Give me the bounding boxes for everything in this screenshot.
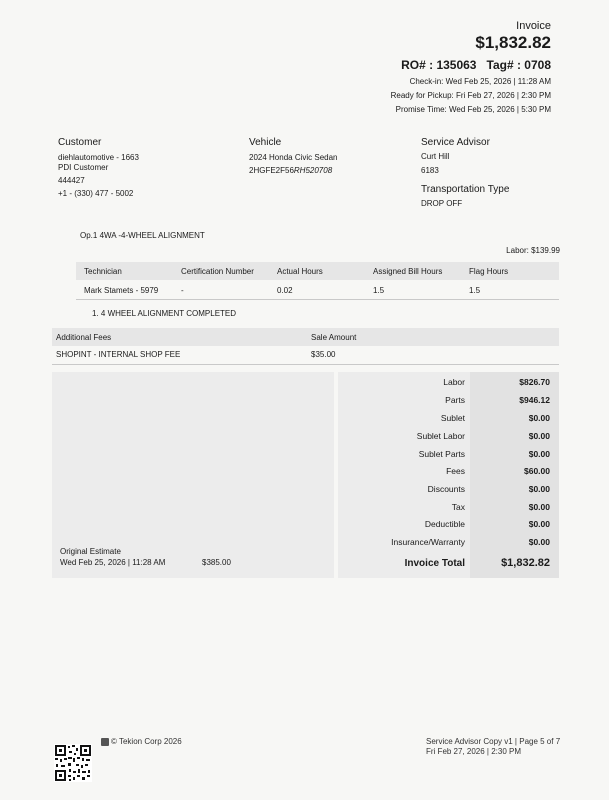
customer-type: PDI Customer (58, 163, 109, 172)
summary-label-insurance: Insurance/Warranty (391, 537, 465, 547)
ready-for-pickup-time: Ready for Pickup: Fri Feb 27, 2026 | 2:30 PM (390, 91, 551, 100)
operation-note: 1. 4 WHEEL ALIGNMENT COMPLETED (92, 309, 237, 318)
promise-time: Promise Time: Wed Feb 25, 2026 | 5:30 PM (395, 105, 551, 114)
footer-copyright: © Tekion Corp 2026 (111, 737, 182, 746)
advisor-number: 6183 (421, 166, 439, 175)
customer-heading: Customer (58, 137, 102, 148)
operation-title: Op.1 4WA -4-WHEEL ALIGNMENT (80, 231, 205, 240)
tech-certification: - (181, 286, 184, 295)
footer-printed-date: Fri Feb 27, 2026 | 2:30 PM (426, 747, 522, 756)
tech-table-divider (76, 299, 559, 300)
summary-value-sublet-parts: $0.00 (528, 449, 550, 459)
customer-name: diehlautomotive - 1663 (58, 153, 139, 162)
transportation-value: DROP OFF (421, 199, 463, 208)
tech-actual-hours: 0.02 (277, 286, 293, 295)
summary-label-deductible: Deductible (424, 519, 465, 529)
fee-item: SHOPINT - INTERNAL SHOP FEE (56, 350, 181, 359)
summary-value-discounts: $0.00 (528, 484, 550, 494)
operation-labor: Labor: $139.99 (506, 246, 560, 255)
summary-value-labor: $826.70 (519, 377, 550, 387)
col-technician: Technician (84, 267, 122, 276)
summary-value-sublet: $0.00 (528, 413, 550, 423)
tech-name: Mark Stamets - 5979 (84, 286, 159, 295)
invoice-label: Invoice (516, 20, 551, 32)
check-in-time: Check-in: Wed Feb 25, 2026 | 11:28 AM (409, 77, 551, 86)
fees-amount-heading: Sale Amount (311, 333, 357, 342)
advisor-name: Curt Hill (421, 152, 450, 161)
original-estimate-amount: $385.00 (202, 558, 231, 567)
vehicle-model: 2024 Honda Civic Sedan (249, 153, 338, 162)
tech-flag-hours: 1.5 (469, 286, 481, 295)
ro-tag-line: RO# : 135063 Tag# : 0708 (401, 58, 551, 72)
col-certification: Certification Number (181, 267, 254, 276)
tekion-logo-icon (101, 738, 109, 746)
invoice-total-label: Invoice Total (404, 558, 465, 569)
col-flag-hours: Flag Hours (469, 267, 509, 276)
summary-value-tax: $0.00 (528, 502, 550, 512)
invoice-total-header: $1,832.82 (475, 33, 551, 52)
summary-label-labor: Labor (443, 377, 465, 387)
qr-code-icon (54, 744, 92, 782)
original-estimate-heading: Original Estimate (60, 547, 121, 556)
customer-id: 444427 (58, 176, 85, 185)
summary-label-parts: Parts (445, 395, 465, 405)
tag-number: 0708 (524, 58, 551, 72)
summary-label-discounts: Discounts (427, 484, 465, 494)
ro-number: 135063 (436, 58, 477, 72)
tech-assigned-hours: 1.5 (373, 286, 385, 295)
vehicle-heading: Vehicle (249, 137, 282, 148)
footer-copy-info: Service Advisor Copy v1 | Page 5 of 7 (426, 737, 561, 746)
summary-value-fees: $60.00 (524, 466, 550, 476)
fees-header-bg (52, 328, 559, 346)
summary-label-tax: Tax (451, 502, 465, 512)
customer-phone: +1 - (330) 477 - 5002 (58, 189, 134, 198)
summary-label-sublet-labor: Sublet Labor (416, 431, 465, 441)
transportation-heading: Transportation Type (421, 184, 510, 195)
summary-label-fees: Fees (446, 466, 465, 476)
vehicle-vin: 2HGFE2F56RH520708 (249, 166, 333, 175)
col-actual-hours: Actual Hours (277, 267, 323, 276)
summary-value-parts: $946.12 (519, 395, 550, 405)
fees-heading: Additional Fees (56, 333, 112, 342)
summary-value-insurance: $0.00 (528, 537, 550, 547)
summary-value-deductible: $0.00 (528, 519, 550, 529)
fees-divider (52, 364, 559, 365)
summary-value-sublet-labor: $0.00 (528, 431, 550, 441)
fee-amount: $35.00 (311, 350, 336, 359)
original-estimate-date: Wed Feb 25, 2026 | 11:28 AM (60, 558, 166, 567)
summary-label-sublet-parts: Sublet Parts (418, 449, 465, 459)
service-advisor-heading: Service Advisor (421, 137, 490, 148)
col-assigned-hours: Assigned Bill Hours (373, 267, 443, 276)
summary-label-sublet: Sublet (440, 413, 465, 423)
invoice-total-value: $1,832.82 (501, 557, 550, 569)
